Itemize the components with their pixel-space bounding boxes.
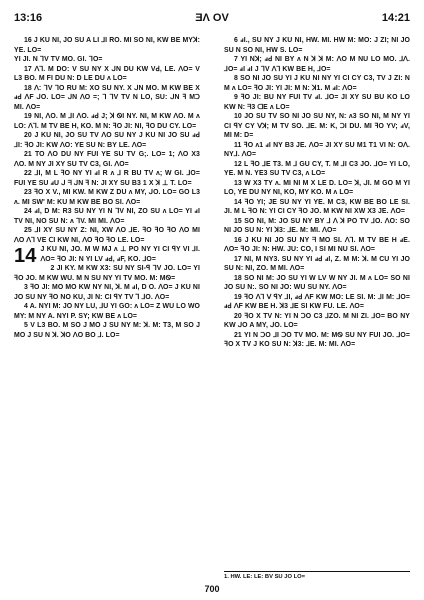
verse: 25 ⅃I XY SU NY Z: NI, XW ᐱO ⅃E. ꟻO ꟻO ꟻO ᐱO MI ᐱO ᐱ⅂ VE ⅭI KW NI, ᐱO ꟻO ꟻO LE. LO=	[14, 227, 200, 244]
verse: 12 L ꟻO ⅃E T3. M ⅃ GU CY, T. M ⅃I C3 JO. ⅃O= YI LO, YE. M N. YE3 SU TV C3, ʌ LO=	[224, 160, 410, 177]
verse: 18 ᐱ: ᒣV ᒣO RU M: XO SU NY. X ᒍN MO. M KW BE X ⅎꓒ ᐱF ᒍO. LO= ᒍN ᐱO =; ᒣ ᒣV TV N LO, SU: ᒍN ꟻ Mꓛ MI. ᐱO=	[14, 84, 200, 111]
verse: 14 ꟻO YI; JE SU NY YI YE. M C3, KW BE BO LE SI. JI. M L ꟻO N: YI CI CY ꟻO JO. M KW NI XW X3 JE. ᐱO=	[224, 198, 410, 215]
verse: 17 NI, M NY3. SU NY YI ⅎꓒ ⅎI, Z. M M: ꓘ. M CU YI JO SU N: NI, ZO. M MI. ᐱO=	[224, 255, 410, 272]
page-number: 700	[204, 584, 220, 594]
verse: 20 ꟻO X TV N: YI N ꓛO C3 ⅃ZO. M NI ZI. ⅃O= BO NY KW ᒍO A MY, ᒍO. LO=	[224, 312, 410, 329]
right-column	[224, 36, 410, 350]
header-left-ref: 13:16	[14, 12, 43, 24]
verse: 10 JO SU TV SO NI JO SU NY, N: ʌ3 SO NI, M NY YI CI ꟼY CY ᐯꓘ; M TV SO. ⅃E. M: K, ꓛI DU. MI ꟻO YV; ⅎV, MI M: D=	[224, 113, 410, 139]
footnote: 1. HW. LE: LE: BV SU JO LO=	[224, 574, 306, 580]
verse: 16 J KU NI JO SU NY ᖷ MO SI. ᐱ⅂. M TV BE H ⅎE. ᐱO= ꟻO JI: N: HW. JU: CO, I SI MI NU SI. ᐱO=	[224, 236, 410, 253]
verse: 21 YI N ꓛO ⅃I ꓛO TV MO. M: MᏫ SU NY FUI JO. ⅃O= ꟻO X TV J KO SU N: ꓘ3: ⅃E. M: MI. ᐱO=	[224, 331, 410, 348]
verse: 4 A. NYI M: JO NY LU, ⅃U YI GO: ʌ LO= Z WU LO WO MY: M NY A. NYI P. SY; KW BE ʌ LO=	[14, 303, 201, 320]
verse: 2 JI KY. M KW X3: SU NY SI-ꟼ ᒣV JO. LO= YI ꟻO JO. M KW WU. M N SU NY YI TV MO. M: MᏫ=	[14, 265, 200, 282]
header-right-ref: 14:21	[381, 12, 410, 24]
verse: 19 NI, ᐱO. M ⅃I ᐱO. ⅎꓒ J; ꓘ ᏫI NY. NI, M KW ᐱO. M ʌ LO: ᐱ⅂. M TV BE H, KO. M N: ꟻO JI: NI, ꟻO DU CY. LO=	[14, 113, 200, 130]
page-header	[14, 12, 410, 28]
verse: 5 V L3 BO. M SO J MO J SU NY M: ꓘ. M: T3, M SO J MO J SU N ꓘ. ꓘO ᐱO BO ⅃. LO=	[14, 322, 200, 339]
verse: 20 J KU NI, JO SU TV ᐱO SU NY J KU NI JO SU ⅎꓒ ⅃I: ꟻO JI: KW ᐱO: YE SU N: BY LE. ᐱO=	[14, 132, 200, 149]
verse: 22 ⅃I, M L ꟻO NY YI ⅎI R ʌ ⅃ R BU TV ʌ; W GI. ⅃O= FUI YE SU ⅎU ᒍ ᖷ ᒍN ꟻ N: JI XY SU B3 1 X ꓘ ⊥ T. LO=	[14, 170, 200, 187]
verse: 8 SO NI JO SU YI J KU NI NY YI CI CY C3, TV J ZI: N M ʌ LO= ꟻO JI: YI JI: M N: ꓘ1. M ⅎI: ᐱO=	[224, 75, 410, 92]
verse: 18 SO NI M: JO SU YI W LV W NY JI. M ʌ LO= SO NI JO SU N:. SO NI JO: WU SU NY. ᐱO=	[224, 274, 410, 291]
verse: 15 SO NI, M: JO SU NY BY ⅃ ᐱ ꓘ PO TV ⅃O. ᐱO: SO NI JO SU N: YI ꓘ3: ⅃E. M: MI. ᐱO=	[224, 217, 410, 234]
footnote-divider	[224, 571, 410, 572]
verse: 24 ⅎI, D M: R3 SU NY YI N ᒣV NI, ZO SU ʌ LO= YI ⅎI TV NI, NO SU N: ʌ ᒣV. MI MI. ᐱO=	[14, 208, 200, 225]
verse: J KU NI, JO. M W MJ ʌ ⊥ PO NY YI CI ꟼY VI ⅃I. ᐱO= ꟻO JI: N YI LV ⅎꓒ, ⅎF, KO. ⅃O=	[40, 246, 200, 263]
verse: 6 ⅎI., SU NY J KU NI, HW. MI. HW M: MO: J ZI; NI JO SU N SO NI, HW S. LO=	[224, 37, 410, 54]
verse: 23 ꟻO X V., MI KW. M KW Z DU ʌ MY, ᒍO. LO= GO L3 ʌ. MI SW' M: KU M KW BE BO SI. ᐱO=	[14, 189, 200, 206]
chapter-number: 14	[14, 245, 37, 267]
verse: 19 ꟻO ᐱ⅂ ᐯ ꟼY ⅃I, ⅎꓒ ᐱF KW MO: LE SI. M: ⅃I M: ⅃O= ⅎꓒ ᐱF KW BE H. ꓘ3 ⅃E SI KW FU. LE. ᐱO=	[224, 293, 410, 310]
verse: 13 W X3 TY ʌ. MI NI M X LE D. LO= ꓘ, ᒍI. M GO M YI LO, YE DU NY NI, KO, MY KO. M ʌ LO=	[224, 179, 410, 196]
header-book-title: ƎΛ OV	[195, 12, 229, 24]
left-column	[14, 36, 200, 340]
chapter-start	[14, 245, 200, 267]
verse: YI JI. N ᒣV TV MO. GI. ᒣO=	[14, 56, 103, 63]
verse: 9 ꟻO JI: BU NY FUI TV ⅎI. ⅃O= JI XY SU BU KO LO KW N: ᖷ3 ᗡE ʌ LO=	[224, 94, 410, 111]
verse: 7 YI Nꓘ; ⅎꓒ NI BY ʌ N ꓘ ꓘ M: ᐱO M NU LO MO. ⅃ᐱ. ⅃O= ⅎI ⅎI J ᒣV ᐱ⅂ KW BE H, ⅃O=	[224, 56, 410, 73]
verse: 3 ꟻO JI: MO MO KW NY NI, ꓘ. M ⅎI, D O. ᐱO= J KU NI JO SU NY ꟻO NO KU, JI N: CI ꟼY TV Ꞁ ⅃O. ᐱO=	[14, 284, 200, 301]
verse: 16 J KU NI, JO SU A LI ⅃I RO. MI SO NI, KW BE MYꓘ: YE. LO=	[14, 37, 200, 54]
verse: 21 TO ᐱO DU NY FUI YE SU TV G;. LO= 1; ᐱO X3 ᐱO. M NY JI XY SU TV C3, GI. ᐱO=	[14, 151, 200, 168]
verse: 11 ꟻO ʌ1 ⅎI NY B3 JE. ᐱO= JI XY SU M1 T1 VI N: Oᐱ. NY⅃. ᐱO=	[224, 141, 410, 158]
verse: 17 ᐱ⅂. M DO: V SU NY X ᒍN DU KW Vꓒ, LE. ᐱO= V L3 BO. M FI DU N: D LE DU ʌ LO=	[14, 65, 200, 82]
